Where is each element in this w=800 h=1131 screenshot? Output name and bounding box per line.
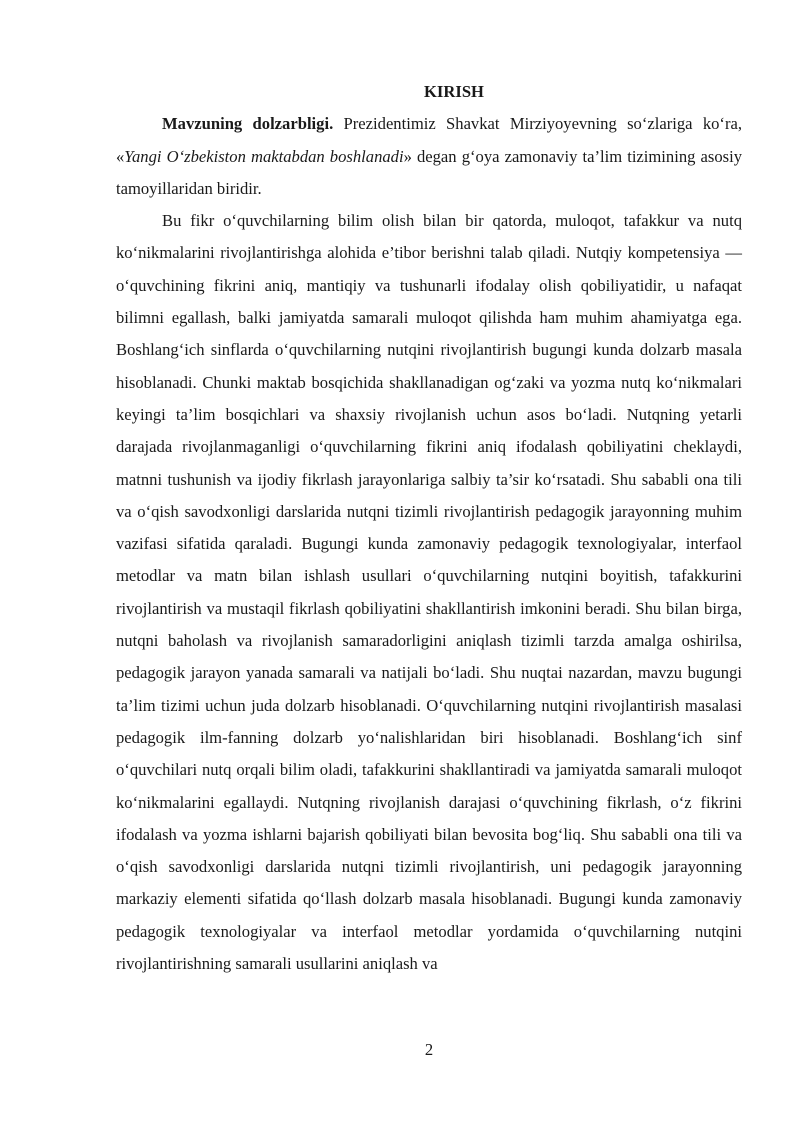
intro-paragraph <box>116 108 742 205</box>
body-paragraph: Bu fikr o‘quvchilarning bilim olish bilan bir qatorda, muloqot, tafakkur va nutq ko‘nikmalarini rivojlantirishga alohida e’tibor berishni talab qiladi. Nutqiy kompetensiya — o‘quvchining fikrini aniq, mantiqiy va tushunarli ifodalay olish qobiliyatidir, u nafaqat bilimni egallash, balki jamiyatda samarali muloqot qilishda ham muhim ahamiyatga ega. Boshlang‘ich sinflarda o‘quvchilarning nutqini rivojlantirish bugungi kunda dolzarb masala hisoblanadi. Chunki maktab bosqichida shakllanadigan og‘zaki va yozma nutq ko‘nikmalari keyingi ta’lim bosqichlari va shaxsiy rivojlanish uchun asos bo‘ladi. Nutqning yetarli darajada rivojlanmaganligi o‘quvchilarning fikrini aniq ifodalash qobiliyatini cheklaydi, matnni tushunish va ijodiy fikrlash jarayonlariga salbiy ta’sir ko‘rsatadi. Shu sababli ona tili va o‘qish savodxonligi darslarida nutqni tizimli rivojlantirish pedagogik jarayonning muhim vazifasi sifatida qaraladi. Bugungi kunda zamonaviy pedagogik texnologiyalar, interfaol metodlar va matn bilan ishlash usullari o‘quvchilarning nutqini boyitish, tafakkurini rivojlantirish va mustaqil fikrlash qobiliyatini shakllantirish imkonini beradi. Shu bilan birga, nutqni baholash va rivojlanish samaradorligini aniqlash tizimli tarzda amalga oshirilsa, pedagogik jarayon yanada samarali va natijali bo‘ladi. Shu nuqtai nazardan, mavzu bugungi ta’lim tizimi uchun juda dolzarb hisoblanadi. O‘quvchilarning nutqini rivojlantirish masalasi pedagogik ilm-fanning dolzarb yo‘nalishlaridan biri hisoblanadi. Boshlang‘ich sinf o‘quvchilari nutq orqali bilim oladi, tafakkurini shakllantiradi va jamiyatda samarali muloqot ko‘nikmalarini egallaydi. Nutqning rivojlanish darajasi o‘quvchining fikrlash, o‘z fikrini ifodalash va yozma ishlarni bajarish qobiliyati bilan bevosita bog‘liq. Shu sababli ona tili va o‘qish savodxonligi darslarida nutqni tizimli rivojlantirish, uni pedagogik jarayonning markaziy elementi sifatida qo‘llash dolzarb masala hisoblanadi. Bugungi kunda zamonaviy pedagogik texnologiyalar va interfaol metodlar yordamida o‘quvchilarning nutqini rivojlantirishning samarali usullarini aniqlash va <box>116 211 742 974</box>
page-number: 2 <box>424 1040 434 1059</box>
intro-text-start: Prezidentimiz Shavkat Mirziyoyevning so‘zlariga ko‘ra, « <box>116 114 742 166</box>
topic-relevance-label: Mavzuning dolzarbligi. <box>162 114 334 134</box>
page-content <box>116 76 742 980</box>
intro-text-end: » degan g‘oya zamonaviy ta’lim tizimining asosiy tamoyillaridan biridir. <box>116 146 743 198</box>
intro-quote: Yangi O‘zbekiston maktabdan boshlanadi <box>124 146 404 166</box>
section-heading: KIRISH <box>424 82 484 101</box>
